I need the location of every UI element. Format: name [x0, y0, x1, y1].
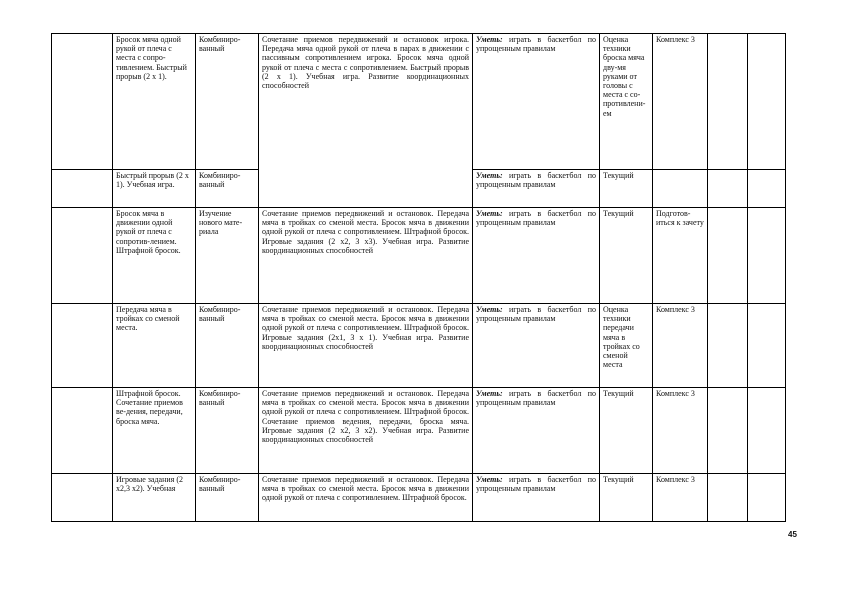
requirements-heading: Уметь:	[476, 389, 503, 398]
table-row	[52, 34, 786, 170]
content-cell: Сочетание приемов передвижений и остановок. Передача мяча в тройках со сменой места. Бросок мяча в движении одной рукой от плеча с сопротивлением. Штрафной бросок. Игровые задания (2x1, 3 x 1). Учебная игра. Развитие координационных способностей	[259, 304, 473, 388]
requirements-cell	[473, 304, 600, 388]
control-cell: Текущий	[600, 474, 653, 522]
control-cell: Оценка техники передачи мяча в тройках со сменой места	[600, 304, 653, 388]
date-plan-cell	[708, 388, 748, 474]
date-fact-cell	[748, 208, 786, 304]
topic-cell: Штрафной бросок. Сочетание приемов ве-дения, передачи, броска мяча.	[113, 388, 196, 474]
homework-cell: Комплекс 3	[653, 388, 708, 474]
requirements-cell	[473, 388, 600, 474]
requirements-text: играть в баскетбол по упрощенным правилам	[476, 35, 596, 54]
requirements-heading: Уметь:	[476, 475, 503, 484]
requirements-text: играть в баскетбол по упрощенным правилам	[476, 171, 596, 190]
date-plan-cell	[708, 34, 748, 170]
table-row	[52, 474, 786, 522]
control-cell: Текущий	[600, 388, 653, 474]
lesson-type-cell: Комбиниро-ванный	[196, 34, 259, 170]
date-fact-cell	[748, 304, 786, 388]
control-cell: Текущий	[600, 208, 653, 304]
control-cell: Оценка техники броска мяча дву-мя руками от головы с места с со-противлени-ем	[600, 34, 653, 170]
topic-cell: Быстрый прорыв (2 x 1). Учебная игра.	[113, 170, 196, 208]
date-fact-cell	[748, 388, 786, 474]
content-cell: Сочетание приемов передвижений и остановок. Передача мяча в тройках со сменой места. Бросок мяча в движении одной рукой от плеча с сопротивлением. Штрафной бросок.	[259, 474, 473, 522]
requirements-cell	[473, 208, 600, 304]
requirements-text: играть в баскетбол по упрощенным правилам	[476, 305, 596, 324]
number-cell	[52, 208, 113, 304]
lesson-type-cell: Комбиниро-ванный	[196, 388, 259, 474]
requirements-text: играть в баскетбол по упрощенным правилам	[476, 475, 596, 494]
content-cell: Сочетание приемов передвижений и остановок. Передача мяча в тройках со сменой места. Бросок мяча в движении одной рукой от плеча с сопротивлением. Штрафной бросок. Игровые задания (2 x2, 3 x3). Учебная игра. Развитие координационных способностей	[259, 208, 473, 304]
topic-cell: Игровые задания (2 x2,3 x2). Учебная	[113, 474, 196, 522]
table-row	[52, 208, 786, 304]
lesson-type-cell: Изучение нового мате-риала	[196, 208, 259, 304]
content-cell: Сочетание приемов передвижений и остановок. Передача мяча в тройках со сменой места. Бросок мяча в движении одной рукой от плеча с сопротивлением. Штрафной бросок. Сочетание приемов ведения, передачи, броска мяча. Игровые задания (2 x2, 3 x2). Учебная игра. Развитие координационных способностей	[259, 388, 473, 474]
number-cell	[52, 388, 113, 474]
table-row	[52, 388, 786, 474]
date-plan-cell	[708, 208, 748, 304]
requirements-text: играть в баскетбол по упрощенным правилам	[476, 389, 596, 408]
date-fact-cell	[748, 474, 786, 522]
requirements-cell	[473, 474, 600, 522]
content-cell: Сочетание приемов передвижений и остановок игрока. Передача мяча одной рукой от плеча в парах в движении с пассивным сопротивлением игрока. Бросок мяча одной рукой от плеча с места с сопротивлением. Быстрый прорыв (2 x 1). Учебная игра. Развитие координационных способностей	[259, 34, 473, 208]
number-cell	[52, 34, 113, 170]
number-cell	[52, 474, 113, 522]
requirements-heading: Уметь:	[476, 305, 503, 314]
date-fact-cell	[748, 34, 786, 170]
date-plan-cell	[708, 474, 748, 522]
topic-cell: Передача мяча в тройках со сменой места.	[113, 304, 196, 388]
requirements-cell	[473, 34, 600, 170]
homework-cell	[653, 170, 708, 208]
number-cell	[52, 304, 113, 388]
topic-cell: Бросок мяча в движении одной рукой от плеча с сопротив-лением. Штрафной бросок.	[113, 208, 196, 304]
topic-cell: Бросок мяча одной рукой от плеча с места с сопро-тивлением. Быстрый прорыв (2 x 1).	[113, 34, 196, 170]
requirements-heading: Уметь:	[476, 35, 503, 44]
lesson-type-cell: Комбиниро-ванный	[196, 304, 259, 388]
date-plan-cell	[708, 170, 748, 208]
homework-cell: Комплекс 3	[653, 34, 708, 170]
lesson-type-cell: Комбиниро-ванный	[196, 474, 259, 522]
page-number: 45	[788, 530, 797, 539]
control-cell: Текущий	[600, 170, 653, 208]
homework-cell: Комплекс 3	[653, 304, 708, 388]
date-plan-cell	[708, 304, 748, 388]
requirements-heading: Уметь:	[476, 171, 503, 180]
homework-cell: Комплекс 3	[653, 474, 708, 522]
requirements-heading: Уметь:	[476, 209, 503, 218]
number-cell	[52, 170, 113, 208]
table-row	[52, 304, 786, 388]
date-fact-cell	[748, 170, 786, 208]
lesson-type-cell: Комбиниро-ванный	[196, 170, 259, 208]
requirements-cell	[473, 170, 600, 208]
requirements-text: играть в баскетбол по упрощенным правилам	[476, 209, 596, 228]
lesson-plan-table	[51, 33, 786, 522]
homework-cell: Подготов-иться к зачету	[653, 208, 708, 304]
